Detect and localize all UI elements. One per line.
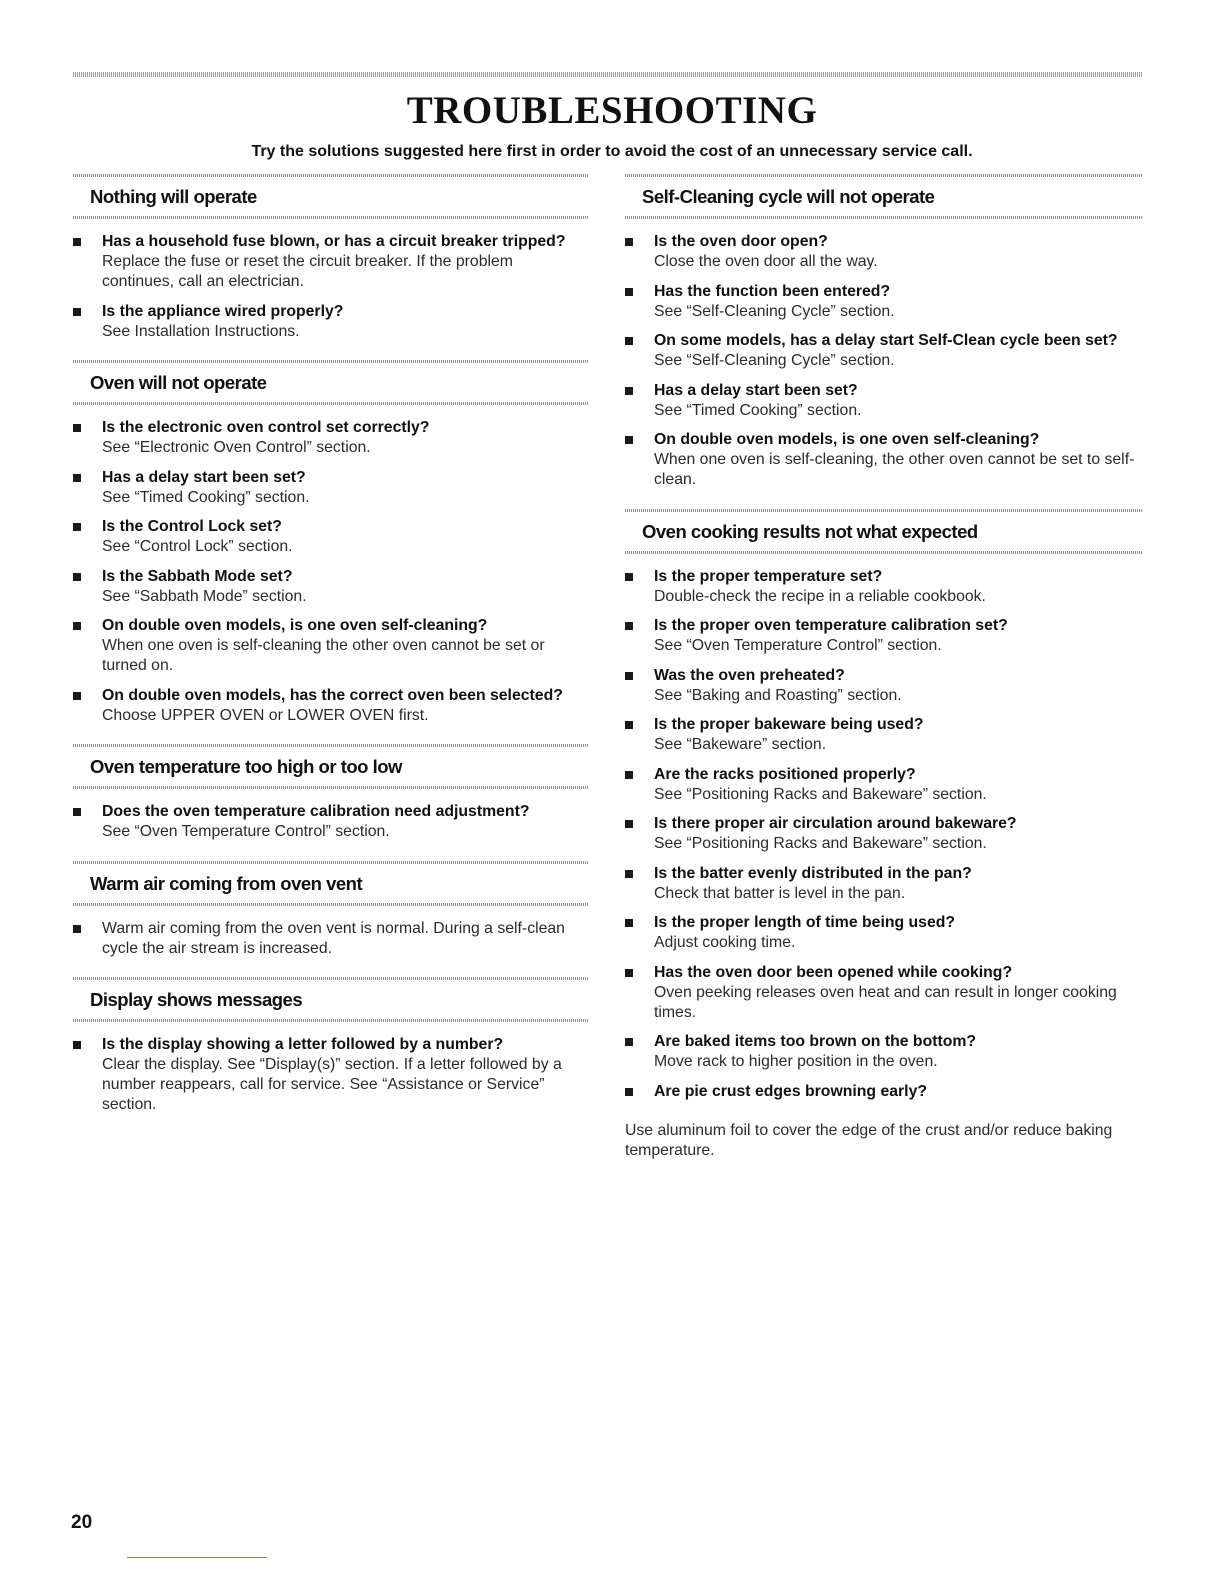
square-bullet-icon — [625, 820, 633, 828]
question: Is the display showing a letter followed by a number? — [102, 1036, 504, 1053]
answer: See “Self-Cleaning Cycle” section. — [654, 302, 895, 320]
answer: See “Control Lock” section. — [102, 538, 293, 555]
question: Are the racks positioned properly? — [654, 765, 916, 783]
section-header — [73, 744, 589, 789]
question: On double oven models, is one oven self-cleaning? — [102, 617, 488, 634]
list-item — [625, 567, 1143, 607]
square-bullet-icon — [73, 808, 81, 816]
section-warm-air — [73, 861, 589, 978]
square-bullet-icon — [625, 622, 633, 630]
square-bullet-icon — [625, 238, 633, 246]
answer: Check that batter is level in the pan. — [654, 884, 906, 902]
footer-rule — [127, 1557, 267, 1558]
square-bullet-icon — [625, 672, 633, 680]
answer: See “Electronic Oven Control” section. — [102, 439, 371, 456]
list-item — [73, 232, 589, 292]
answer: See “Baking and Roasting” section. — [654, 686, 902, 704]
list-item — [625, 913, 1143, 953]
list-item — [73, 302, 589, 342]
question: Is the proper length of time being used? — [654, 914, 956, 931]
right-column — [625, 174, 1143, 1161]
question: Has a household fuse blown, or has a circuit breaker tripped? — [102, 233, 566, 250]
page-title: TROUBLESHOOTING — [406, 89, 818, 132]
square-bullet-icon — [73, 474, 81, 482]
question: Has a delay start been set? — [654, 381, 858, 399]
question: Is the appliance wired properly? — [102, 302, 344, 320]
page-subtitle: Try the solutions suggested here first in order to avoid the cost of an unnecessary service call. — [251, 143, 973, 160]
square-bullet-icon — [625, 337, 633, 345]
list-item — [625, 232, 1143, 272]
list-item — [73, 1035, 589, 1115]
square-bullet-icon — [73, 523, 81, 531]
section-header — [625, 509, 1143, 554]
answer: When one oven is self-cleaning, the other oven cannot be set to self-clean. — [654, 451, 1135, 488]
section-title: Oven temperature too high or too low — [90, 756, 402, 777]
question: Are baked items too brown on the bottom? — [654, 1033, 977, 1050]
section-header — [73, 977, 589, 1022]
section-header — [73, 174, 589, 219]
question: Is the oven door open? — [654, 233, 828, 250]
pie-crust-note: Use aluminum foil to cover the edge of the crust and/or reduce baking temperature. — [625, 1121, 1113, 1159]
list-item — [73, 468, 589, 508]
section-header — [73, 861, 589, 906]
square-bullet-icon — [73, 424, 81, 432]
list-item — [73, 616, 589, 676]
list-item — [625, 864, 1143, 904]
answer: See “Oven Temperature Control” section. — [102, 823, 390, 840]
section-oven-will-not-operate — [73, 360, 589, 744]
square-bullet-icon — [73, 1041, 81, 1049]
answer: Clear the display. See “Display(s)” section. If a letter followed by a number reappears, call for service. See “Assistance or Service” section. — [102, 1056, 562, 1113]
answer: Double-check the recipe in a reliable cookbook. — [654, 587, 986, 605]
question: On double oven models, is one oven self-cleaning? — [654, 431, 1040, 448]
section-title: Warm air coming from oven vent — [90, 872, 363, 894]
left-column — [73, 174, 589, 1125]
question: Has a delay start been set? — [102, 468, 306, 486]
list-item — [625, 616, 1143, 656]
square-bullet-icon — [625, 969, 633, 977]
square-bullet-icon — [625, 919, 633, 927]
section-title: Oven cooking results not what expected — [642, 520, 978, 542]
question: Was the oven preheated? — [654, 666, 845, 684]
square-bullet-icon — [625, 1038, 633, 1046]
answer: See “Positioning Racks and Bakeware” section. — [654, 835, 987, 852]
square-bullet-icon — [625, 870, 633, 878]
question: Is there proper air circulation around bakeware? — [654, 815, 1017, 832]
section-title: Oven will not operate — [90, 372, 267, 393]
answer: Oven peeking releases oven heat and can result in longer cooking times. — [654, 983, 1117, 1021]
answer: Replace the fuse or reset the circuit breaker. If the problem continues, call an electrician. — [102, 253, 513, 290]
question: Are pie crust edges browning early? — [654, 1082, 928, 1100]
list-item — [73, 919, 589, 959]
answer: See “Oven Temperature Control” section. — [654, 637, 942, 654]
question: On double oven models, has the correct oven been selected? — [102, 686, 563, 704]
square-bullet-icon — [73, 692, 81, 700]
square-bullet-icon — [73, 308, 81, 316]
question: Is the proper bakeware being used? — [654, 716, 924, 733]
section-nothing-will-operate — [73, 174, 589, 360]
list-item — [73, 802, 589, 842]
section-title: Self-Cleaning cycle will not operate — [642, 186, 935, 207]
list-item — [625, 814, 1143, 854]
answer: Close the oven door all the way. — [654, 253, 878, 270]
answer: See “Timed Cooking” section. — [654, 401, 862, 419]
list-item — [625, 331, 1143, 371]
question: Is the batter evenly distributed in the pan? — [654, 864, 972, 882]
list-item — [625, 1032, 1143, 1072]
section-header — [625, 174, 1143, 219]
answer: See “Sabbath Mode” section. — [102, 587, 307, 605]
section-display-messages — [73, 977, 589, 1115]
section-cooking-results — [625, 509, 1143, 1161]
top-divider — [73, 72, 1142, 77]
page-number: 20 — [71, 1512, 93, 1533]
section-oven-temperature — [73, 744, 589, 861]
list-item — [625, 282, 1143, 322]
list-item — [625, 715, 1143, 755]
answer: See Installation Instructions. — [102, 322, 300, 340]
square-bullet-icon — [73, 573, 81, 581]
question: On some models, has a delay start Self-Clean cycle been set? — [654, 332, 1118, 349]
square-bullet-icon — [73, 925, 81, 933]
section-header — [73, 360, 589, 405]
square-bullet-icon — [625, 436, 633, 444]
answer: See “Positioning Racks and Bakeware” section. — [654, 785, 987, 803]
answer: When one oven is self-cleaning the other oven cannot be set or turned on. — [102, 637, 545, 674]
question: Is the proper temperature set? — [654, 567, 883, 585]
square-bullet-icon — [625, 387, 633, 395]
list-item — [625, 765, 1143, 805]
question: Is the proper oven temperature calibration set? — [654, 617, 1008, 634]
question: Has the oven door been opened while cooking? — [654, 963, 1013, 981]
question: Has the function been entered? — [654, 282, 891, 300]
list-item — [625, 1082, 1143, 1102]
square-bullet-icon — [73, 238, 81, 246]
list-item — [73, 686, 589, 726]
list-item — [73, 517, 589, 557]
list-item — [73, 418, 589, 458]
item-text: Warm air coming from the oven vent is normal. During a self-clean cycle the air stream is increased. — [102, 919, 565, 957]
answer: See “Self-Cleaning Cycle” section. — [654, 352, 895, 369]
list-item — [625, 381, 1143, 421]
square-bullet-icon — [625, 721, 633, 729]
square-bullet-icon — [73, 622, 81, 630]
list-item — [73, 567, 589, 607]
square-bullet-icon — [625, 1088, 633, 1096]
question: Does the oven temperature calibration need adjustment? — [102, 803, 530, 820]
section-self-cleaning — [625, 174, 1143, 509]
answer: See “Timed Cooking” section. — [102, 488, 310, 506]
question: Is the Sabbath Mode set? — [102, 567, 293, 585]
list-item — [625, 963, 1143, 1023]
square-bullet-icon — [625, 771, 633, 779]
square-bullet-icon — [625, 288, 633, 296]
section-title: Nothing will operate — [90, 186, 257, 207]
answer: See “Bakeware” section. — [654, 736, 827, 753]
list-item — [625, 666, 1143, 706]
answer: Adjust cooking time. — [654, 934, 796, 951]
question: Is the electronic oven control set correctly? — [102, 419, 430, 436]
question: Is the Control Lock set? — [102, 518, 282, 535]
list-item — [625, 430, 1143, 490]
answer: Move rack to higher position in the oven. — [654, 1053, 938, 1070]
answer: Choose UPPER OVEN or LOWER OVEN first. — [102, 706, 429, 724]
section-title: Display shows messages — [90, 989, 303, 1010]
square-bullet-icon — [625, 573, 633, 581]
